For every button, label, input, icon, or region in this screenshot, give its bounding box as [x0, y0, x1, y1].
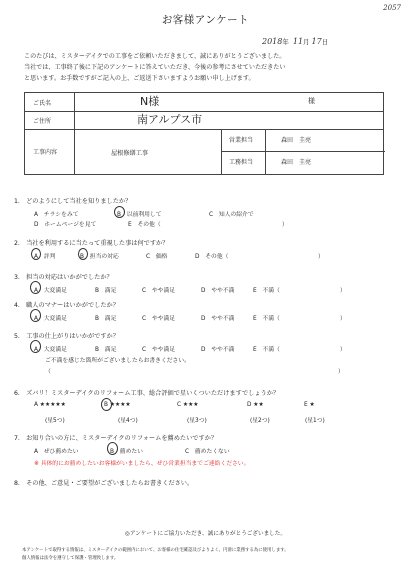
- rating-label: (星5つ): [45, 418, 65, 424]
- question-text: その他、ご意見・ご要望がございましたらお書きください。: [26, 480, 194, 487]
- address-label: ご住所: [25, 111, 75, 129]
- question-number: 4.: [14, 302, 20, 309]
- option: ）: [340, 347, 346, 353]
- option: E 不満（: [253, 316, 280, 322]
- option: B 薦めたい: [110, 449, 143, 455]
- question-1: [14, 196, 131, 205]
- question-number: 6.: [14, 390, 20, 397]
- question-3: [14, 272, 113, 281]
- divider: [221, 151, 385, 152]
- work-content: 屋根修繕工事: [111, 150, 149, 157]
- option: E その他（: [128, 222, 161, 228]
- question-4: [14, 300, 119, 309]
- option: B 担当の対応: [80, 254, 119, 260]
- site-label: 工務担当: [229, 159, 254, 166]
- date-year: 2018: [262, 37, 283, 46]
- answer-mark: [30, 340, 41, 353]
- option: E 不満（: [253, 288, 280, 294]
- rating-label: (星3つ): [187, 418, 207, 424]
- page-title: お客様アンケート: [161, 14, 250, 26]
- option: A ぜひ薦めたい: [34, 449, 79, 455]
- customer-address: 南アルプス市: [137, 113, 203, 126]
- option: C 薦めたくない: [185, 449, 230, 455]
- referral-note: ※ 具体的にお薦めしたいお客様がいましたら、ぜひ営業担当までご連絡ください。: [34, 461, 250, 467]
- option: C やや満足: [142, 288, 176, 294]
- answer-mark: [30, 309, 41, 322]
- intro-line: 当社では、工事終了後に下記のアンケートに答えていただき、今後の参考にさせていただきたい: [24, 64, 286, 71]
- address-row: [25, 111, 383, 130]
- question-text: 当社を利用するに当たって重視した事は何ですか？: [26, 240, 169, 247]
- answer-mark: [78, 248, 88, 260]
- name-label: ご氏名: [25, 93, 75, 111]
- option: B 満足: [95, 316, 117, 322]
- question-8: [14, 478, 193, 487]
- rating-label: (星4つ): [118, 418, 138, 424]
- site-staff: 森田 圭亮: [281, 159, 312, 166]
- date: [262, 37, 328, 46]
- option: C 知人の紹介で: [209, 212, 254, 218]
- rating-option: B ★★★★: [104, 402, 131, 408]
- option: D やや不満: [201, 288, 235, 294]
- name-suffix: 様: [308, 97, 315, 105]
- question-number: 7.: [14, 435, 20, 442]
- note-paren-open: （: [45, 369, 51, 375]
- option: A チラシをみて: [34, 212, 79, 218]
- question-text: お知り合いの方に、ミスターデイクのリフォームを薦めたいですか？: [26, 435, 218, 442]
- question-text: 職人のマナーはいかがでしたか？: [26, 302, 119, 309]
- question-note: ご不満を感じた箇所がございましたらお書きください。: [45, 358, 190, 364]
- date-month: 11: [292, 37, 304, 46]
- answer-mark: [101, 398, 112, 411]
- option: A 大変満足: [34, 316, 67, 322]
- question-6: [14, 388, 279, 397]
- sales-staff: 森田 圭亮: [281, 137, 312, 144]
- rating-option: E ★: [304, 402, 315, 408]
- option: A 評判: [34, 254, 56, 260]
- option: D やや不満: [201, 316, 235, 322]
- work-label: 工事内容: [25, 129, 75, 174]
- option: C やや満足: [142, 316, 176, 322]
- question-number: 1.: [14, 198, 20, 205]
- answer-mark: [107, 442, 118, 455]
- question-text: どのようにして当社を知りましたか？: [26, 198, 132, 205]
- intro-text: [24, 51, 389, 84]
- note-paren-close: ）: [338, 369, 344, 375]
- privacy-note: 個人情報は法令を遵守して保護・管理致します。: [22, 556, 119, 561]
- option: C 価格: [146, 254, 168, 260]
- option: D ホームページを見て: [34, 222, 97, 228]
- option: D その他（: [195, 254, 229, 260]
- date-month-suffix: 月: [303, 38, 310, 46]
- intro-line: と思います。お手数ですがご記入の上、ご返送下さいますようお願い申し上げます。: [24, 75, 255, 82]
- sales-label: 営業担当: [229, 137, 254, 144]
- option: E 不満（: [253, 347, 280, 353]
- option: ）: [340, 316, 346, 322]
- date-year-suffix: 年: [282, 38, 289, 46]
- question-7: [14, 433, 217, 442]
- option: ）: [340, 288, 346, 294]
- option: A 大変満足: [34, 347, 67, 353]
- name-row: [25, 93, 383, 112]
- rating-option: A ★★★★★: [34, 402, 66, 408]
- option: ）: [282, 222, 288, 228]
- rating-option: C ★★★: [177, 402, 199, 408]
- question-2: [14, 238, 168, 247]
- option: ）: [318, 254, 324, 260]
- intro-line: このたびは、ミスターデイクでの工事をご依頼いただきまして、誠にありがとうございました。: [24, 53, 286, 60]
- question-text: ズバリ！ミスターデイクのリフォーム工事、総合評価で星いくついただけますでしょうか？: [26, 390, 280, 397]
- question-text: 工事の仕上がりはいかがですか？: [26, 333, 119, 340]
- document-number: 2057: [383, 4, 401, 12]
- privacy-note: 本アンケートで取得する情報は、ミスターデイクの範囲内において、お客様の住宅確認及びよりよく、円滑に業務する為に使用します。: [22, 548, 289, 553]
- option: B 以前利用して: [117, 212, 162, 218]
- question-5: [14, 331, 119, 340]
- question-number: 8.: [14, 480, 20, 487]
- option: A 大変満足: [34, 288, 67, 294]
- answer-mark: [31, 248, 41, 260]
- option: B 満足: [95, 347, 117, 353]
- answer-mark: [114, 206, 125, 218]
- question-number: 5.: [14, 333, 20, 340]
- customer-name: N様: [140, 95, 160, 108]
- option: B 満足: [95, 288, 117, 294]
- question-text: 担当の対応はいかがでしたか？: [26, 274, 113, 281]
- date-day-suffix: 日: [321, 38, 329, 46]
- thanks-message: ◎アンケートにご協力いただき、誠にありがとうございました。: [125, 531, 286, 537]
- rating-option: D ★★: [247, 402, 264, 408]
- customer-info-table: [24, 92, 384, 175]
- question-number: 3.: [14, 274, 20, 281]
- date-day: 17: [311, 37, 322, 46]
- rating-label: (星2つ): [250, 418, 270, 424]
- option: D やや不満: [201, 347, 235, 353]
- question-number: 2.: [14, 240, 20, 247]
- option: C やや満足: [142, 347, 176, 353]
- answer-mark: [30, 281, 41, 294]
- rating-label: (星1つ): [305, 418, 325, 424]
